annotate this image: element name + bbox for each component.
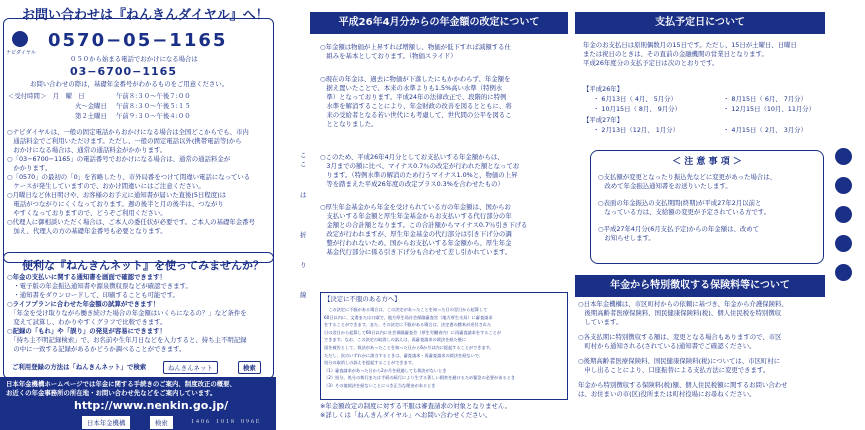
circle-mark-icon [835,206,852,223]
band-line: お近くの年金事務所の所在地・お問い合わせ先などをご案内しています。 [6,389,217,397]
year-label: 【平成26年】 [583,85,624,93]
appeal-line: この決定に不服がある場合は、この決定があったことを知った日の翌日から起算して [324,307,488,312]
appeal-box [320,292,568,400]
fold-line-labels [300,150,310,320]
phone-alt[interactable]: 03−6700−1165 [70,65,177,78]
note-line: ケースが発生していますので、おかけ間違いにはご注意ください。 [7,182,205,190]
notice-line: ○平成27年4月分(6月支払予定)からの年金額は、改めて [598,225,760,233]
net-line: 「年金を受け取りながら働き続けた場合の年金額はいくらになるの？」など条件を [7,309,247,317]
para-line: ととなりました。 [320,120,378,128]
appeal-line: 日の翌日から起算して60日以内に社会保険審査会（厚生労働省内）に再審査請求をすることが [324,329,502,335]
para-line: 金額との合計額となります。この合計額からマイナス0.7％引き下げる [320,221,528,229]
revision-paragraph [320,43,511,61]
notice-line: ○表面の年金振込の支払期間(終期)が平成27年2月以前と [598,199,762,207]
org-search-box[interactable]: 日本年金機構 [82,416,130,429]
revision-paragraph [320,75,512,129]
print-code: １４０６ １０１８ ０９６Ｅ [190,419,261,425]
basic-number-note: お問い合わせの際は，基礎年金番号がわかるものをご用意ください。 [30,80,229,88]
net-line: ○年金の支払いに関する通知書を画面で確認できます！ [7,273,166,281]
band-line: 日本年金機構ホームページでは年金に関する手続きのご案内、制度改正の概要、 [6,380,236,388]
tax-items [578,300,788,399]
note-line: おかけになる場合は、通常の通話料金がかかります。 [7,146,167,154]
fold-label: ここ [300,151,307,168]
note-line: ○ナビダイヤルは、一般の固定電話からおかけになる場合は全国どこからでも、市内 [7,128,249,136]
payment-date: ・ 4月15日（ 2月、 3月分） [723,126,807,134]
net-line: 「持ち主不明記録検索」で、お名前や生年月日などを入力すると、持ち主不明記録 [7,336,247,344]
notice-line: お知らせします。 [598,234,655,242]
fold-label: 線 [300,291,307,299]
fold-label: は [300,191,307,199]
para-line: 整が行われないため、国からお支払いする年金額から、厚生年金 [320,239,512,247]
revision-paragraph [320,153,519,189]
intro-line: 年金のお支払日は原則偶数月の15日です。ただし、15日が土曜日、日曜日 [583,41,797,49]
tax-footer-line: は、お住まいの市(区)役所または町村役場にお尋ねください。 [578,390,756,398]
notice-line: ○支払額が変更となったり振込先などに変更があった場合は、 [598,173,777,181]
notice-items [598,173,823,243]
hours-row [8,112,191,122]
para-line: 準）となっております。平成24年の法律改正で、段階的に特例 [320,93,507,101]
hours-time: 午前８:３０〜午後７:００ [116,92,191,100]
hours-day: ＜受付時間＞ 月 曜 日 [8,92,85,100]
appeal-line: 国を被告として、裁決があったことを知った日から6か月以内に提起することができます。 [324,344,494,350]
net-lines [7,273,247,354]
left-panel [0,0,276,430]
payment-date: ・ 6月13日（ 4月、 5月分） [593,95,677,103]
navi-dial-logo-icon [12,31,28,47]
circle-mark-icon [835,177,852,194]
tax-line: ○日本年金機構は、市区町村からの依頼に基づき、年金から介護保険料、 [578,300,788,308]
tax-line: 申し出ることにより、口座振替による支払方法に変更できます。 [578,366,770,374]
note-line: ○「0570」の最初の「0」を省略したり、市外局番をつけて間違い電話になっている [7,173,251,181]
net-search-button[interactable]: 検索 [238,361,261,374]
para-line: 基金代行部分に係る引き下げ分も合わせて差し引かれています。 [320,248,512,256]
intro-line: 平成26年度分の支払予定日は次のとおりです。 [583,59,719,67]
net-title: 便利な『ねんきんネット』を使ってみませんか？ [22,259,264,272]
fold-label: 折 [300,231,307,239]
hours-table [8,92,191,122]
note-line: 通話料金でご利用いただけます。ただし、一般の固定電話以外(携帯電話等)から [7,137,242,145]
net-line: の中に一致する記録があるかどうか調べることができます。 [7,345,186,353]
phone-note: ０５０から始まる電話でおかけになる場合は [70,55,198,63]
appeal-title: 【決定に不服のある方へ】 [324,295,401,303]
circle-mark-icon [835,148,852,165]
tax-footer-line: 年金から特別徴収する保険料(税)額、個人住民税額に関するお問い合わせ [578,381,788,389]
payment-intro [583,41,797,68]
tax-line: 町村から通知される(されている)通知書でご確認ください。 [578,342,756,350]
footnotes [320,402,511,420]
tax-line: ○後期高齢者医療保険料、国民健康保険料(税)については、市区町村に [578,357,781,365]
net-search-label: ご利用登録の方法は「ねんきんネット」で検索 [12,363,147,371]
notice-line: 改めて年金振込通知書をお送りいたします。 [598,182,732,190]
revision-title: 平成26年4月分からの年金額の改定について [310,12,568,34]
tax-line: 後期高齢者医療保険料、国民健康保険料(税)、個人住民税を特別徴収 [578,309,782,317]
net-line: ○ライフプランに合わせた年金額の試算ができます！ [7,300,160,308]
payment-date: ・ 10月15日（ 8月、 9月分） [593,105,682,113]
net-line: 変えて試算し、わかりやすくグラフで比較できます。 [7,318,167,326]
para-line: ○年金額は物価が上昇すれば増額し、物価が低下すれば減額する仕 [320,43,511,51]
intro-line: または祝日のときは、その直前の金融機関の営業日となります。 [583,50,768,58]
note-line: やすくなっておりますので、どうぞご利用ください。 [7,209,167,217]
hours-time: 午前９:３０〜午後４:００ [116,112,191,120]
para-line: 等を踏まえた平成26年度の改定プラス0.3%を合わせたもの） [320,180,504,188]
para-line: ○厚生年金基金から年金を受けられている方の年金額は、国からお [320,203,511,211]
hours-row [8,102,191,112]
appeal-line: ただし、次のいずれかに該当するときは、審査請求・再審査請求の裁決を経ないで、 [324,352,484,358]
net-line: ・電子版の年金振込通知書や源泉徴収票などが確認できます。 [7,282,192,290]
hours-row [8,92,191,102]
net-line: ○記録の「もれ」や「誤り」の発見が容易にできます！ [7,327,166,335]
org-search-button[interactable]: 検索 [150,416,173,429]
notice-box [590,150,824,264]
appeal-line: 処分の取消しの訴えを提起することができます。 [324,360,416,366]
net-search-box[interactable]: ねんきんネット [163,361,218,374]
para-line: 改定が行われますが、厚生年金基金の代行部分は引き下げ分の調 [320,230,512,238]
hours-day: 火〜金曜日 [75,102,107,110]
year-label: 【平成27年】 [583,116,624,124]
circle-mark-icon [835,235,852,252]
para-line: 据え置いたことで、本来の水準よりも1.5%高い水準（特例水 [320,84,503,92]
payment-date: ・ 2月13日（12月、 1月分） [593,126,679,134]
para-line: 組みを基本としております。（物価スライド） [320,52,457,60]
appeal-line: （1）審査請求があった日から2か月を経過しても裁決がないとき [324,367,447,373]
payment-date: ・ 12月15日（10月、11月分） [723,105,816,113]
fold-label: り [300,261,307,269]
appeal-line: 60日以内に、文書または口頭で、地方厚生局社会保険審査官（地方厚生支局）に審査請求 [324,314,493,320]
tax-line: しています。 [578,318,623,326]
note-line: かかります。 [7,164,52,172]
appeal-line: をすることができます。また、その決定に不服がある場合は、決定書の謄本が送付された [324,322,492,328]
website-url-link[interactable]: http://www.nenkin.go.jp/ [74,399,229,412]
note-line: ○月曜日など休日明けや、お客様のお手元に通知書が届いた直後(5日程度)は [7,191,226,199]
payment-date: ・ 8月15日（ 6月、 7月分） [723,95,807,103]
para-line: ○このため、平成26年4月分としてお支払いする年金額からは、 [320,153,504,161]
revision-paragraph [320,203,527,257]
note-line: ○代理人に御相談いただく場合は、ご本人の委任状が必要です。ご本人の基礎年金番号 [7,218,255,226]
hours-time: 午前８:３０〜午後５:１５ [116,102,191,110]
note-line: ○「03−6700−1165」の電話番号でおかけになる場合は、通常の通話料金が [7,155,231,163]
footnote-line: ※詳しくは「ねんきんダイヤル」へお問い合わせください。 [320,411,492,419]
para-line: 支払いする年金額と厚生年金基金からお支払いする代行部分の年 [320,212,512,220]
hours-day: 第２土曜日 [75,112,107,120]
right-panel [575,0,865,430]
circle-mark-icon [835,264,852,281]
para-line: ります。（特例水準の解消のため行うマイナス1.0%と、物価の上昇 [320,171,518,179]
appeal-line: （3）その他裁決を経ないことにつき正当な理由があるとき [324,382,436,388]
note-line: 加え、代理人の方の基礎年金番号も必要となります。 [7,227,167,235]
logo-text: ナビダイヤル [6,50,36,56]
tax-line: ○各支払期に特別徴収する額は、変更となる場合もありますので、市区 [578,333,782,341]
special-collection-title: 年金から特別徴収する保険料等について [575,275,825,297]
para-line: ○現在の年金は、過去に物価が下落したにもかかわらず、年金額を [320,75,511,83]
para-line: 来の受給者となる若い世代にも考慮して、世代間の公平を図るこ [320,111,512,119]
appeal-lines [324,306,564,390]
dial-notes [7,128,255,236]
footnote-line: ※年金額改定の制度に対する不服は審査請求の対象となりません。 [320,402,512,410]
bottom-band [0,377,276,430]
para-line: 水準を解消することにより、年金財政の改善を図るとともに、将 [320,102,512,110]
phone-main[interactable]: 0570−05−1165 [48,30,228,51]
note-line: 電話がつながりにくくなっております。週の後半と月の後半は、つながり [7,200,224,208]
net-line: ・通知書をダウンロードして、印刷することも可能です。 [7,291,179,299]
appeal-line: （2）処分、処分の執行または手続の続行により生ずる著しい損害を避けるため緊急の必要があるとき [324,375,516,381]
middle-panel [298,0,573,430]
notice-line: なっている方は、支給額の変更が予定されている方です。 [598,208,771,216]
appeal-line: できます。なお、この決定の取消しの訴えは、再審査請求の裁決を経た後に [324,337,467,343]
para-line: 3月までの額に比べ、マイナス0.7％の改定が行われた額となってお [320,162,520,170]
notice-title: ＜ 注 意 事 項 ＞ [672,157,742,167]
payment-schedule-title: 支払予定日について [575,12,825,34]
dial-title: お問い合わせは『ねんきんダイヤル』へ！ [22,8,269,23]
